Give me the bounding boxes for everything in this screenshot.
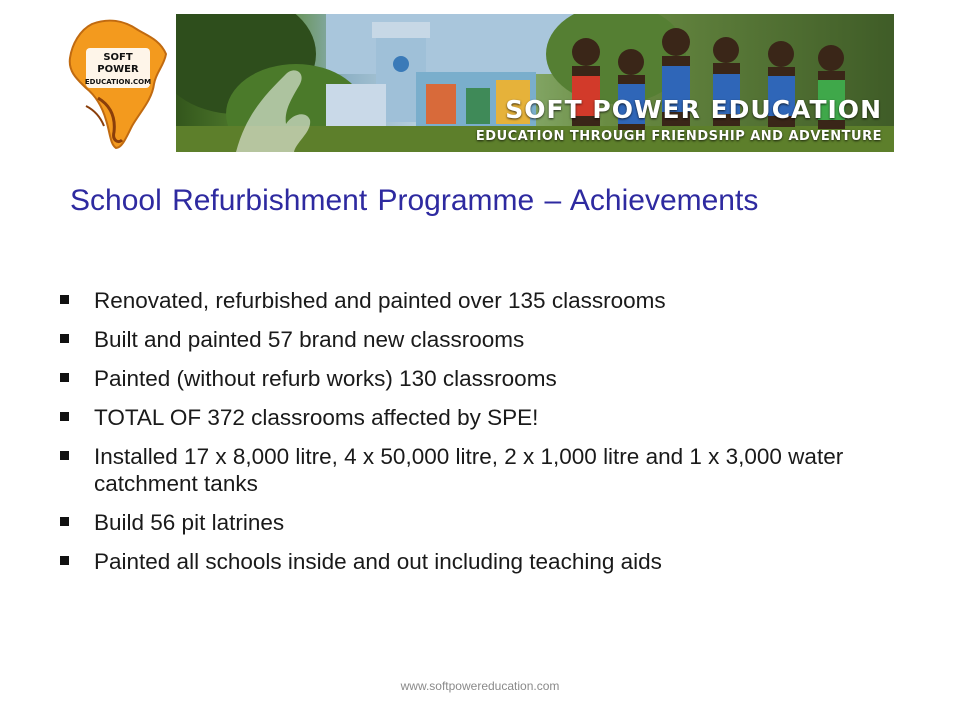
square-bullet-icon bbox=[60, 373, 69, 382]
brand-subtitle: EDUCATION THROUGH FRIENDSHIP AND ADVENTURE bbox=[475, 129, 882, 144]
list-item-text: TOTAL OF 372 classrooms affected by SPE! bbox=[94, 405, 539, 430]
footer-url: www.softpowereducation.com bbox=[400, 679, 560, 693]
square-bullet-icon bbox=[60, 451, 69, 460]
logo-text-line-2: POWER bbox=[97, 64, 139, 75]
list-item bbox=[58, 509, 898, 536]
list-item-text: Painted all schools inside and out including teaching aids bbox=[94, 549, 662, 574]
list-item-text: Installed 17 x 8,000 litre, 4 x 50,000 litre, 2 x 1,000 litre and 1 x 3,000 water catchment tanks bbox=[94, 444, 844, 496]
list-item-text: Built and painted 57 brand new classrooms bbox=[94, 327, 525, 352]
list-item-text: Build 56 pit latrines bbox=[94, 510, 285, 535]
square-bullet-icon bbox=[60, 556, 69, 565]
slide-title: School Refurbishment Programme – Achievements bbox=[70, 184, 759, 217]
brand-title: SOFT POWER EDUCATION bbox=[505, 95, 882, 124]
list-item bbox=[58, 365, 898, 392]
list-item bbox=[58, 443, 898, 497]
list-item-text: Painted (without refurb works) 130 classrooms bbox=[94, 366, 557, 391]
square-bullet-icon bbox=[60, 517, 69, 526]
list-item bbox=[58, 404, 898, 431]
achievements-list bbox=[58, 287, 898, 587]
list-item bbox=[58, 326, 898, 353]
logo-text-line-1: SOFT bbox=[103, 52, 133, 63]
square-bullet-icon bbox=[60, 295, 69, 304]
header-banner bbox=[64, 14, 894, 152]
brand-block bbox=[476, 96, 882, 146]
square-bullet-icon bbox=[60, 412, 69, 421]
square-bullet-icon bbox=[60, 334, 69, 343]
list-item bbox=[58, 548, 898, 575]
soft-power-education-logo bbox=[64, 14, 174, 152]
list-item bbox=[58, 287, 898, 314]
list-item-text: Renovated, refurbished and painted over 135 classrooms bbox=[94, 288, 666, 313]
banner-photo bbox=[176, 14, 894, 152]
logo-text-line-3: EDUCATION.COM bbox=[84, 78, 152, 86]
